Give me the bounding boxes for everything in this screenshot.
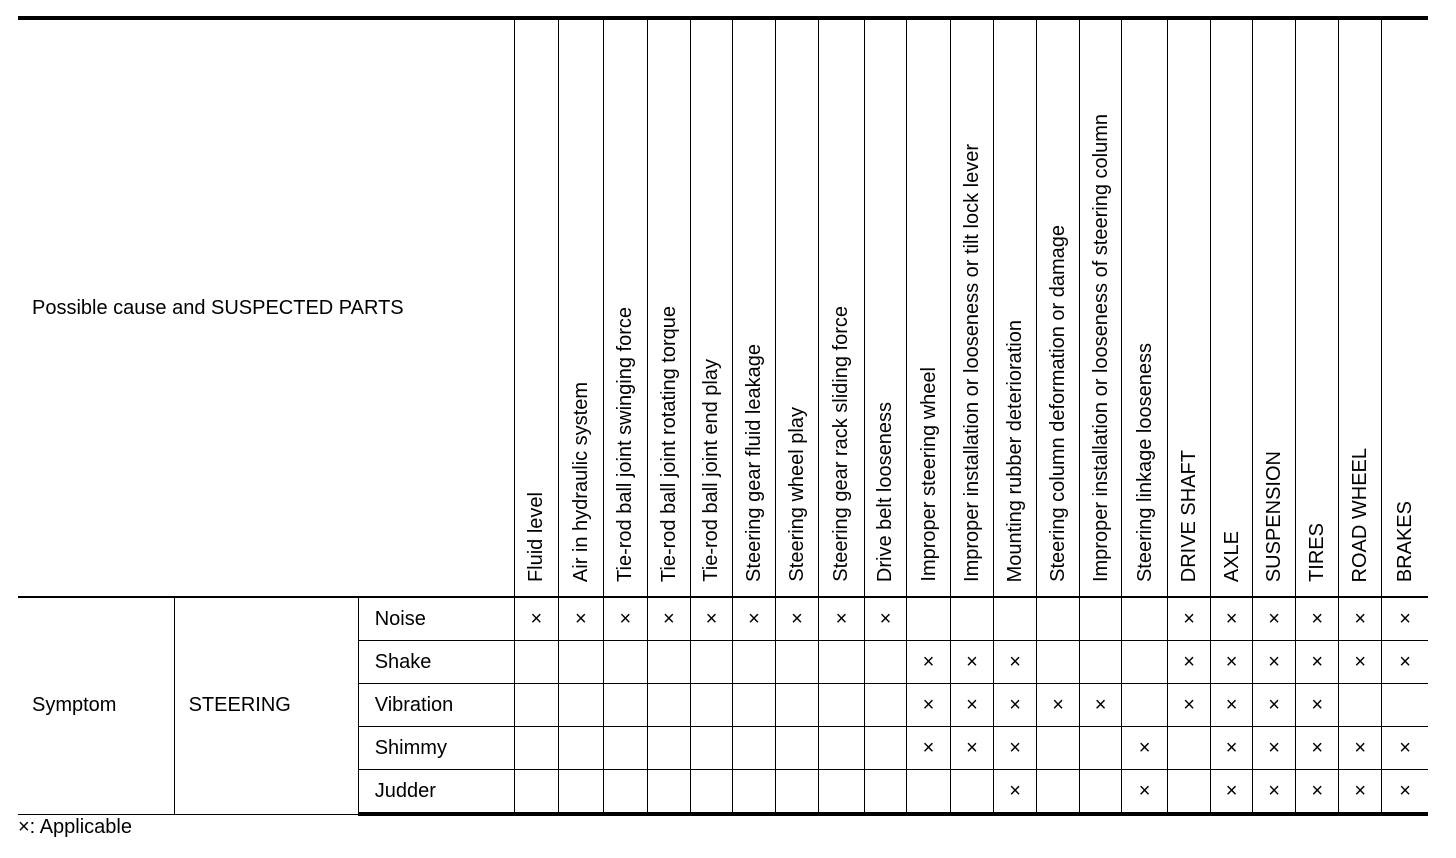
mark-cell: [1080, 770, 1122, 815]
mark-cell: [1211, 684, 1253, 727]
mark-cell: [1211, 727, 1253, 770]
applicable-mark: ×: [1268, 736, 1280, 759]
mark-cell: [1339, 597, 1382, 641]
mark-cell: [690, 727, 732, 770]
applicable-mark: ×: [922, 736, 935, 759]
part-column-header: [818, 18, 864, 597]
part-column-header: [1122, 18, 1168, 597]
part-column-header: [864, 18, 906, 597]
applicable-mark: ×: [1268, 607, 1280, 630]
mark-cell: [775, 684, 818, 727]
applicable-mark: ×: [705, 607, 718, 630]
system-label: STEERING: [174, 597, 358, 814]
part-column-header: [1296, 18, 1339, 597]
applicable-mark: ×: [1399, 607, 1411, 630]
mark-cell: [647, 727, 690, 770]
mark-cell: [1037, 727, 1080, 770]
mark-cell: [1122, 727, 1168, 770]
mark-cell: [775, 727, 818, 770]
applicable-mark: ×: [1311, 693, 1323, 716]
mark-cell: [1168, 727, 1211, 770]
applicable-mark: ×: [966, 693, 978, 716]
mark-cell: [1253, 770, 1296, 815]
mark-cell: [514, 597, 558, 641]
applicable-mark: ×: [1399, 779, 1411, 802]
mark-cell: [732, 727, 775, 770]
mark-cell: [1122, 597, 1168, 641]
part-column-header: [603, 18, 647, 597]
mark-cell: [558, 770, 603, 815]
mark-cell: [1339, 641, 1382, 684]
part-label: Mounting rubber deterioration: [1004, 319, 1027, 582]
mark-cell: [1168, 641, 1211, 684]
part-column-header: [647, 18, 690, 597]
part-column-header: [732, 18, 775, 597]
mark-cell: [1339, 684, 1382, 727]
symptom-name: Shimmy: [358, 727, 514, 770]
mark-cell: [907, 770, 951, 815]
part-label: ROAD WHEEL: [1349, 447, 1372, 582]
applicable-mark: ×: [966, 736, 978, 759]
applicable-mark: ×: [1052, 693, 1064, 716]
mark-cell: [1253, 641, 1296, 684]
mark-cell: [994, 641, 1037, 684]
part-label: Fluid level: [525, 491, 548, 582]
mark-cell: [514, 684, 558, 727]
applicable-mark: ×: [1225, 607, 1238, 630]
applicable-mark: ×: [530, 607, 543, 630]
mark-cell: [1080, 597, 1122, 641]
mark-cell: [647, 597, 690, 641]
mark-cell: [603, 727, 647, 770]
mark-cell: [907, 684, 951, 727]
mark-cell: [732, 641, 775, 684]
mark-cell: [514, 770, 558, 815]
mark-cell: [951, 770, 994, 815]
mark-cell: [864, 641, 906, 684]
part-label: Steering wheel play: [785, 407, 808, 582]
mark-cell: [1122, 770, 1168, 815]
mark-cell: [818, 770, 864, 815]
part-column-header: [907, 18, 951, 597]
mark-cell: [690, 770, 732, 815]
mark-cell: [1253, 727, 1296, 770]
mark-cell: [951, 684, 994, 727]
part-column-header: [951, 18, 994, 597]
mark-cell: [1296, 684, 1339, 727]
mark-cell: [690, 597, 732, 641]
mark-cell: [514, 727, 558, 770]
applicable-mark: ×: [1354, 736, 1367, 759]
part-column-header: [1339, 18, 1382, 597]
mark-cell: [907, 641, 951, 684]
mark-cell: [603, 597, 647, 641]
applicable-mark: ×: [966, 650, 978, 673]
mark-cell: [603, 684, 647, 727]
part-label: TIRES: [1306, 523, 1329, 582]
mark-cell: [1296, 770, 1339, 815]
mark-cell: [1037, 770, 1080, 815]
applicable-mark: ×: [1311, 607, 1323, 630]
applicable-mark: ×: [1094, 693, 1107, 716]
applicable-mark: ×: [1225, 779, 1238, 802]
applicable-mark: ×: [791, 607, 803, 630]
mark-cell: [1211, 641, 1253, 684]
part-label: AXLE: [1220, 530, 1243, 582]
mark-cell: [732, 684, 775, 727]
part-column-header: [690, 18, 732, 597]
mark-cell: [1122, 641, 1168, 684]
mark-cell: [818, 684, 864, 727]
part-label: Tie-rod ball joint rotating torque: [657, 305, 680, 582]
applicable-mark: ×: [1268, 693, 1280, 716]
part-label: Drive belt looseness: [874, 401, 897, 582]
part-label: Improper installation or looseness of steering column: [1089, 113, 1112, 582]
part-label: SUSPENSION: [1263, 450, 1286, 582]
applicable-mark: ×: [1354, 650, 1367, 673]
applicable-mark: ×: [1311, 650, 1323, 673]
mark-cell: [1168, 597, 1211, 641]
mark-cell: [907, 727, 951, 770]
applicable-mark: ×: [1399, 650, 1411, 673]
mark-cell: [864, 727, 906, 770]
mark-cell: [1211, 597, 1253, 641]
applicable-mark: ×: [879, 607, 892, 630]
mark-cell: [1253, 597, 1296, 641]
legend-note: ×: Applicable: [18, 816, 132, 838]
part-column-header: [514, 18, 558, 597]
mark-cell: [1037, 641, 1080, 684]
mark-cell: [1382, 770, 1428, 815]
mark-cell: [690, 641, 732, 684]
mark-cell: [1339, 727, 1382, 770]
mark-cell: [907, 597, 951, 641]
part-label: Air in hydraulic system: [569, 381, 592, 582]
mark-cell: [647, 641, 690, 684]
mark-cell: [994, 770, 1037, 815]
symptom-name: Shake: [358, 641, 514, 684]
mark-cell: [1382, 727, 1428, 770]
mark-cell: [558, 597, 603, 641]
mark-cell: [514, 641, 558, 684]
part-label: DRIVE SHAFT: [1178, 449, 1201, 582]
mark-cell: [1168, 770, 1211, 815]
part-label: Improper steering wheel: [917, 367, 940, 582]
mark-cell: [1080, 684, 1122, 727]
mark-cell: [1168, 684, 1211, 727]
symptom-row: [18, 597, 1428, 641]
mark-cell: [732, 597, 775, 641]
mark-cell: [864, 684, 906, 727]
mark-cell: [558, 727, 603, 770]
applicable-mark: ×: [619, 607, 632, 630]
mark-cell: [558, 684, 603, 727]
mark-cell: [994, 684, 1037, 727]
mark-cell: [647, 770, 690, 815]
symptom-name: Vibration: [358, 684, 514, 727]
mark-cell: [951, 597, 994, 641]
mark-cell: [690, 684, 732, 727]
part-column-header: [1080, 18, 1122, 597]
mark-cell: [951, 727, 994, 770]
mark-cell: [864, 597, 906, 641]
part-column-header: [1037, 18, 1080, 597]
mark-cell: [1122, 684, 1168, 727]
part-label: Improper installation or looseness or tilt lock lever: [961, 144, 984, 582]
applicable-mark: ×: [1225, 736, 1238, 759]
part-column-header: [558, 18, 603, 597]
applicable-mark: ×: [1183, 650, 1195, 673]
mark-cell: [818, 597, 864, 641]
symptom-label: Symptom: [18, 597, 174, 814]
mark-cell: [732, 770, 775, 815]
part-column-header: [775, 18, 818, 597]
mark-cell: [1382, 684, 1428, 727]
part-column-header: [1382, 18, 1428, 597]
applicable-mark: ×: [835, 607, 848, 630]
mark-cell: [1253, 684, 1296, 727]
mark-cell: [1382, 597, 1428, 641]
mark-cell: [951, 641, 994, 684]
applicable-mark: ×: [1183, 607, 1195, 630]
mark-cell: [775, 597, 818, 641]
mark-cell: [1211, 770, 1253, 815]
part-label: BRAKES: [1394, 500, 1417, 582]
mark-cell: [1080, 641, 1122, 684]
applicable-mark: ×: [663, 607, 675, 630]
applicable-mark: ×: [922, 650, 935, 673]
part-column-header: [1168, 18, 1211, 597]
mark-cell: [1296, 727, 1339, 770]
applicable-mark: ×: [922, 693, 935, 716]
mark-cell: [818, 727, 864, 770]
mark-cell: [1037, 597, 1080, 641]
applicable-mark: ×: [1399, 736, 1411, 759]
part-label: Tie-rod ball joint end play: [700, 359, 723, 582]
applicable-mark: ×: [1183, 693, 1195, 716]
part-column-header: [994, 18, 1037, 597]
applicable-mark: ×: [1225, 650, 1238, 673]
mark-cell: [864, 770, 906, 815]
applicable-mark: ×: [575, 607, 587, 630]
mark-cell: [994, 597, 1037, 641]
applicable-mark: ×: [748, 607, 760, 630]
applicable-mark: ×: [1138, 779, 1151, 802]
mark-cell: [1037, 684, 1080, 727]
applicable-mark: ×: [1268, 650, 1280, 673]
diagnosis-table: [18, 16, 1428, 816]
part-label: Steering gear rack sliding force: [830, 306, 853, 582]
mark-cell: [775, 641, 818, 684]
applicable-mark: ×: [1225, 693, 1238, 716]
symptom-name: Judder: [358, 770, 514, 815]
part-column-header: [1253, 18, 1296, 597]
part-label: Steering linkage looseness: [1133, 342, 1156, 582]
applicable-mark: ×: [1354, 607, 1367, 630]
mark-cell: [1339, 770, 1382, 815]
applicable-mark: ×: [1311, 779, 1323, 802]
mark-cell: [603, 770, 647, 815]
applicable-mark: ×: [1138, 736, 1151, 759]
mark-cell: [775, 770, 818, 815]
part-label: Steering column deformation or damage: [1047, 225, 1070, 582]
applicable-mark: ×: [1009, 779, 1021, 802]
mark-cell: [603, 641, 647, 684]
applicable-mark: ×: [1311, 736, 1323, 759]
mark-cell: [818, 641, 864, 684]
applicable-mark: ×: [1268, 779, 1280, 802]
mark-cell: [1296, 597, 1339, 641]
part-label: Steering gear fluid leakage: [742, 344, 765, 582]
mark-cell: [1080, 727, 1122, 770]
mark-cell: [647, 684, 690, 727]
mark-cell: [1296, 641, 1339, 684]
applicable-mark: ×: [1009, 736, 1021, 759]
header-label: Possible cause and SUSPECTED PARTS: [18, 18, 514, 597]
applicable-mark: ×: [1009, 650, 1021, 673]
applicable-mark: ×: [1009, 693, 1021, 716]
part-label: Tie-rod ball joint swinging force: [614, 307, 637, 582]
applicable-mark: ×: [1354, 779, 1367, 802]
mark-cell: [1382, 641, 1428, 684]
mark-cell: [994, 727, 1037, 770]
mark-cell: [558, 641, 603, 684]
part-column-header: [1211, 18, 1253, 597]
symptom-name: Noise: [358, 597, 514, 641]
